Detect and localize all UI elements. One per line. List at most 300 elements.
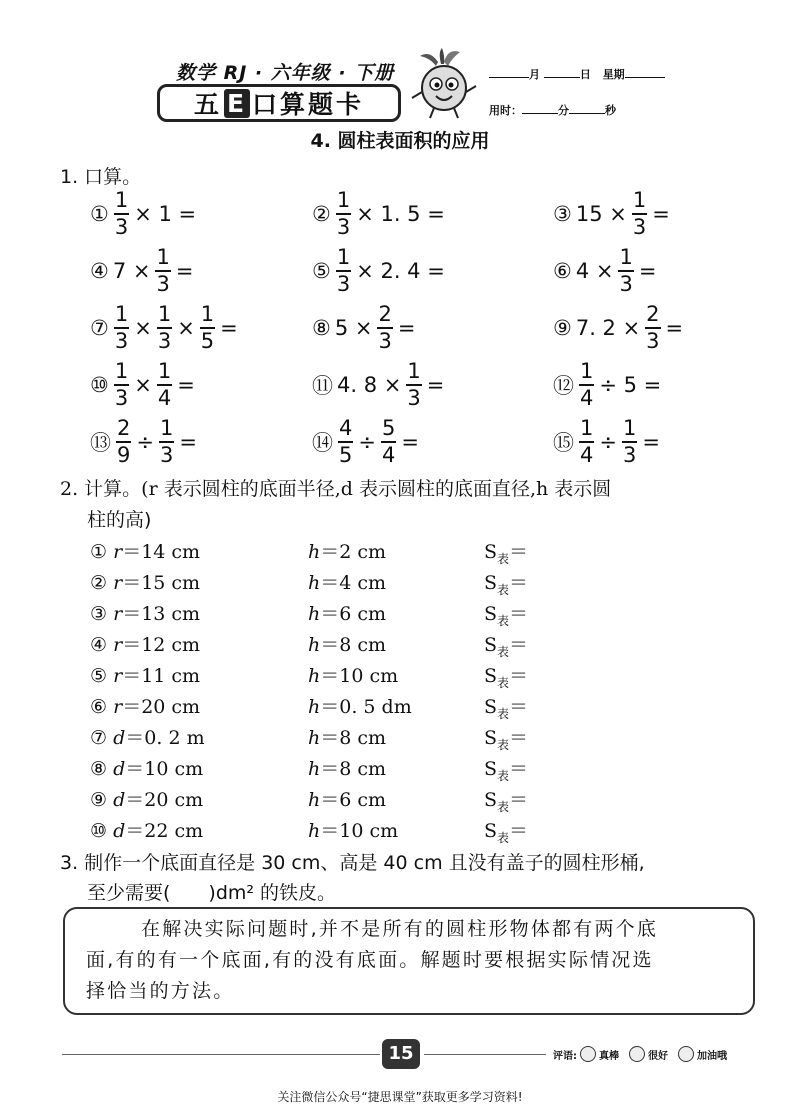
banner-part-3: 口算题卡 bbox=[252, 90, 365, 119]
cheer-face-icon[interactable] bbox=[678, 1046, 694, 1062]
item-number: ① bbox=[90, 202, 109, 226]
equals: ＝ bbox=[125, 758, 145, 780]
fraction bbox=[381, 418, 396, 466]
month-blank[interactable] bbox=[489, 66, 529, 78]
variable-value: 15 cm bbox=[141, 572, 201, 594]
height-value: 6 cm bbox=[339, 603, 387, 625]
q2-surface-1 bbox=[484, 537, 648, 564]
answer-blank[interactable] bbox=[685, 318, 725, 338]
numerator: 1 bbox=[632, 188, 647, 212]
q1-item-14 bbox=[312, 417, 461, 467]
operator-1: ÷ bbox=[599, 430, 617, 454]
q2-height-2 bbox=[308, 568, 386, 595]
variable-value: 13 cm bbox=[141, 603, 201, 625]
equals: ＝ bbox=[122, 572, 142, 594]
item-number: ③ bbox=[553, 202, 572, 226]
q1-item-15 bbox=[553, 417, 702, 467]
surface-symbol: S bbox=[484, 758, 498, 780]
answer-blank[interactable] bbox=[658, 261, 698, 281]
q2-given-4 bbox=[90, 630, 200, 657]
q2-given-3 bbox=[90, 599, 200, 626]
q1-item-6 bbox=[553, 246, 698, 296]
equals: ＝ bbox=[125, 727, 145, 749]
equals: ＝ bbox=[509, 758, 529, 780]
operator-tail: = bbox=[426, 373, 445, 397]
equals: ＝ bbox=[125, 789, 145, 811]
denominator: 9 bbox=[117, 443, 131, 467]
numerator: 1 bbox=[114, 188, 129, 212]
surface-subscript: 表 bbox=[497, 614, 510, 628]
q2-height-4 bbox=[308, 630, 386, 657]
answer-blank[interactable] bbox=[199, 432, 239, 452]
fraction bbox=[579, 418, 594, 466]
denominator: 3 bbox=[114, 386, 129, 410]
equals: ＝ bbox=[509, 789, 529, 811]
denominator: 3 bbox=[336, 272, 351, 296]
surface-subscript: 表 bbox=[497, 552, 510, 566]
row-number: ⑨ bbox=[90, 789, 108, 811]
item-number: ⑦ bbox=[90, 316, 109, 340]
variable: d bbox=[113, 789, 126, 811]
numerator: 1 bbox=[114, 302, 129, 326]
q2-surface-6 bbox=[484, 692, 648, 719]
equals: ＝ bbox=[320, 789, 340, 811]
day-label: 日 bbox=[579, 68, 591, 81]
numerator: 1 bbox=[336, 245, 351, 269]
q2-surface-5 bbox=[484, 661, 648, 688]
operand-prefix: 4. 8 × bbox=[337, 373, 402, 397]
operator-tail: × 2. 4 = bbox=[356, 259, 445, 283]
item-number: ④ bbox=[90, 259, 109, 283]
q2-given-10 bbox=[90, 816, 203, 843]
variable: d bbox=[113, 727, 126, 749]
height-variable: h bbox=[308, 665, 321, 687]
answer-blank[interactable] bbox=[195, 261, 235, 281]
surface-symbol: S bbox=[484, 820, 498, 842]
equals: ＝ bbox=[125, 820, 145, 842]
row-number: ⑤ bbox=[90, 665, 108, 687]
operator-tail: = bbox=[638, 259, 657, 283]
rating-1: 真棒 bbox=[599, 1050, 619, 1062]
q3-line2: 至少需要( )dm² 的铁皮。 bbox=[87, 882, 337, 904]
operator-2: × bbox=[177, 316, 195, 340]
q2-given-5 bbox=[90, 661, 200, 688]
answer-blank[interactable] bbox=[421, 432, 461, 452]
q1-item-3 bbox=[553, 189, 712, 239]
equals: ＝ bbox=[509, 603, 529, 625]
q1-item-7 bbox=[90, 303, 280, 353]
operand-prefix: 4 × bbox=[575, 259, 614, 283]
numerator: 2 bbox=[646, 302, 660, 326]
fraction bbox=[157, 361, 172, 409]
fraction bbox=[632, 190, 647, 238]
denominator: 3 bbox=[114, 329, 129, 353]
variable-value: 20 cm bbox=[144, 789, 204, 811]
q1-item-9 bbox=[553, 303, 725, 353]
numerator: 1 bbox=[580, 416, 594, 440]
q2-surface-8 bbox=[484, 754, 648, 781]
answer-blank[interactable] bbox=[528, 540, 648, 558]
banner-part-1: 五 bbox=[193, 90, 222, 119]
item-number: ⑭ bbox=[312, 431, 333, 455]
fraction bbox=[622, 418, 637, 466]
footer-note: 关注微信公众号“捷思课堂”获取更多学习资料! bbox=[277, 1090, 523, 1104]
operator-1: ÷ bbox=[136, 430, 154, 454]
seconds-label: 秒 bbox=[605, 104, 616, 117]
lesson-title: 4. 圆柱表面积的应用 bbox=[310, 130, 490, 152]
q2-surface-3 bbox=[484, 599, 648, 626]
surface-subscript: 表 bbox=[497, 583, 510, 597]
fraction bbox=[645, 304, 660, 352]
numerator: 1 bbox=[156, 245, 170, 269]
denominator: 3 bbox=[156, 272, 170, 296]
q2-given-9 bbox=[90, 785, 203, 812]
operator-tail: ÷ 5 = bbox=[599, 373, 662, 397]
numerator: 1 bbox=[619, 245, 633, 269]
fraction bbox=[338, 418, 353, 466]
variable-value: 12 cm bbox=[141, 634, 201, 656]
minutes-label: 分 bbox=[558, 104, 569, 117]
equals: ＝ bbox=[320, 727, 340, 749]
numerator: 1 bbox=[200, 302, 215, 326]
answer-blank[interactable] bbox=[240, 318, 280, 338]
tip-line-2: 面,有的有一个底面,有的没有底面。解题时要根据实际情况选 bbox=[86, 949, 654, 971]
item-number: ⑥ bbox=[553, 259, 572, 283]
answer-blank[interactable] bbox=[663, 375, 703, 395]
row-number: ② bbox=[90, 572, 108, 594]
rating-label: 评语: bbox=[553, 1050, 577, 1062]
operator-tail: × 1. 5 = bbox=[356, 202, 445, 226]
surface-subscript: 表 bbox=[497, 769, 510, 783]
q2-height-8 bbox=[308, 754, 386, 781]
variable: d bbox=[113, 820, 126, 842]
answer-blank[interactable] bbox=[446, 375, 486, 395]
tip-line-3: 择恰当的方法。 bbox=[86, 980, 235, 1002]
surface-symbol: S bbox=[484, 665, 498, 687]
height-value: 6 cm bbox=[339, 789, 387, 811]
surface-subscript: 表 bbox=[497, 800, 510, 814]
variable: r bbox=[113, 634, 123, 656]
height-value: 8 cm bbox=[339, 758, 387, 780]
denominator: 3 bbox=[114, 215, 129, 239]
variable: r bbox=[113, 665, 123, 687]
q2-heading-line1: 2. 计算。(r 表示圆柱的底面半径,d 表示圆柱的底面直径,h 表示圆 bbox=[60, 478, 612, 500]
equals: ＝ bbox=[320, 541, 340, 563]
item-number: ② bbox=[312, 202, 331, 226]
q1-item-1 bbox=[90, 189, 238, 239]
fraction bbox=[406, 361, 421, 409]
series-banner bbox=[157, 84, 401, 122]
fraction bbox=[155, 247, 170, 295]
surface-symbol: S bbox=[484, 634, 498, 656]
q2-surface-2 bbox=[484, 568, 648, 595]
surface-symbol: S bbox=[484, 603, 498, 625]
surface-subscript: 表 bbox=[497, 645, 510, 659]
fraction bbox=[114, 304, 129, 352]
variable: r bbox=[113, 572, 123, 594]
denominator: 3 bbox=[157, 329, 172, 353]
rating-row bbox=[553, 1046, 727, 1062]
fraction bbox=[114, 361, 129, 409]
q2-given-1 bbox=[90, 537, 200, 564]
time-label: 用时： bbox=[489, 104, 522, 117]
answer-blank[interactable] bbox=[528, 788, 648, 806]
q1-item-4 bbox=[90, 246, 235, 296]
q1-item-8 bbox=[312, 303, 457, 353]
month-label: 月 bbox=[529, 68, 540, 81]
equals: ＝ bbox=[509, 572, 529, 594]
equals: ＝ bbox=[509, 820, 529, 842]
fraction bbox=[336, 190, 351, 238]
smile-face-icon[interactable] bbox=[629, 1046, 645, 1062]
row-number: ④ bbox=[90, 634, 108, 656]
weekday-label: 星期 bbox=[602, 68, 625, 81]
denominator: 3 bbox=[407, 386, 421, 410]
item-number: ⑪ bbox=[312, 374, 333, 398]
surface-symbol: S bbox=[484, 696, 498, 718]
answer-blank[interactable] bbox=[447, 204, 487, 224]
equals: ＝ bbox=[122, 665, 142, 687]
variable: r bbox=[113, 603, 123, 625]
numerator: 4 bbox=[339, 416, 353, 440]
fraction bbox=[579, 361, 594, 409]
height-value: 8 cm bbox=[339, 634, 387, 656]
item-number: ⑨ bbox=[553, 316, 572, 340]
time-line bbox=[489, 102, 616, 118]
denominator: 3 bbox=[619, 272, 633, 296]
numerator: 1 bbox=[114, 359, 129, 383]
numerator: 2 bbox=[378, 302, 392, 326]
numerator: 1 bbox=[407, 359, 421, 383]
variable: r bbox=[113, 696, 123, 718]
operand-prefix: 7. 2 × bbox=[575, 316, 641, 340]
answer-blank[interactable] bbox=[528, 633, 648, 651]
height-variable: h bbox=[308, 634, 321, 656]
q2-given-2 bbox=[90, 568, 200, 595]
equals: ＝ bbox=[320, 665, 340, 687]
operator-1: × bbox=[134, 373, 152, 397]
row-number: ③ bbox=[90, 603, 108, 625]
equals: ＝ bbox=[320, 634, 340, 656]
fraction bbox=[157, 304, 172, 352]
equals: ＝ bbox=[509, 665, 529, 687]
variable: r bbox=[113, 541, 123, 563]
variable-value: 0. 2 m bbox=[144, 727, 205, 749]
answer-blank[interactable] bbox=[662, 432, 702, 452]
height-variable: h bbox=[308, 541, 321, 563]
denominator: 4 bbox=[157, 386, 172, 410]
row-number: ⑩ bbox=[90, 820, 108, 842]
fraction bbox=[200, 304, 215, 352]
height-variable: h bbox=[308, 603, 321, 625]
surface-subscript: 表 bbox=[497, 831, 510, 845]
operator-tail: = bbox=[397, 316, 416, 340]
answer-blank[interactable] bbox=[528, 757, 648, 775]
numerator: 2 bbox=[117, 416, 131, 440]
q1-item-2 bbox=[312, 189, 487, 239]
fraction bbox=[159, 418, 174, 466]
variable-value: 22 cm bbox=[144, 820, 204, 842]
q2-height-6 bbox=[308, 692, 412, 719]
item-number: ⑧ bbox=[312, 316, 331, 340]
minutes-blank[interactable] bbox=[522, 102, 558, 114]
numerator: 1 bbox=[580, 359, 594, 383]
variable-value: 10 cm bbox=[144, 758, 204, 780]
denominator: 3 bbox=[336, 215, 351, 239]
grin-face-icon[interactable] bbox=[580, 1046, 596, 1062]
q2-height-1 bbox=[308, 537, 386, 564]
q2-surface-4 bbox=[484, 630, 648, 657]
height-value: 10 cm bbox=[339, 820, 399, 842]
equals: ＝ bbox=[320, 572, 340, 594]
operator-tail: = bbox=[652, 202, 670, 226]
mascot-icon bbox=[408, 48, 480, 120]
numerator: 1 bbox=[159, 416, 174, 440]
answer-blank[interactable] bbox=[528, 726, 648, 744]
operator-tail: = bbox=[642, 430, 660, 454]
fraction bbox=[618, 247, 633, 295]
equals: ＝ bbox=[320, 603, 340, 625]
item-number: ⑫ bbox=[553, 374, 574, 398]
surface-subscript: 表 bbox=[497, 676, 510, 690]
operator-tail: = bbox=[177, 373, 195, 397]
equals: ＝ bbox=[320, 696, 340, 718]
answer-blank[interactable] bbox=[417, 318, 457, 338]
q3-line1: 3. 制作一个底面直径是 30 cm、高是 40 cm 且没有盖子的圆柱形桶, bbox=[60, 852, 645, 874]
answer-blank[interactable] bbox=[197, 375, 237, 395]
q1-item-11 bbox=[312, 360, 486, 410]
height-variable: h bbox=[308, 572, 321, 594]
surface-subscript: 表 bbox=[497, 738, 510, 752]
q2-surface-7 bbox=[484, 723, 648, 750]
equals: ＝ bbox=[509, 696, 529, 718]
height-value: 8 cm bbox=[339, 727, 387, 749]
q2-surface-10 bbox=[484, 816, 648, 843]
fraction bbox=[116, 418, 131, 466]
row-number: ⑦ bbox=[90, 727, 108, 749]
denominator: 5 bbox=[200, 329, 215, 353]
denominator: 4 bbox=[580, 443, 594, 467]
footer-rule-right bbox=[424, 1054, 546, 1055]
equals: ＝ bbox=[122, 634, 142, 656]
footer-rule-left bbox=[62, 1054, 380, 1055]
variable: d bbox=[113, 758, 126, 780]
denominator: 3 bbox=[378, 329, 392, 353]
height-value: 2 cm bbox=[339, 541, 387, 563]
operand-prefix: 15 × bbox=[575, 202, 627, 226]
numerator: 1 bbox=[157, 359, 172, 383]
q2-height-9 bbox=[308, 785, 386, 812]
book-subject: 数学 RJ · 六年级 · 下册 bbox=[176, 62, 395, 84]
height-value: 0. 5 dm bbox=[339, 696, 412, 718]
height-variable: h bbox=[308, 758, 321, 780]
operator-tail: = bbox=[401, 430, 419, 454]
answer-blank[interactable] bbox=[672, 204, 712, 224]
answer-blank[interactable] bbox=[528, 819, 648, 837]
rating-2: 很好 bbox=[648, 1050, 668, 1062]
row-number: ⑥ bbox=[90, 696, 108, 718]
banner-part-2: E bbox=[224, 89, 250, 118]
item-number: ⑩ bbox=[90, 373, 109, 397]
q1-item-10 bbox=[90, 360, 237, 410]
q2-height-10 bbox=[308, 816, 398, 843]
surface-symbol: S bbox=[484, 789, 498, 811]
equals: ＝ bbox=[509, 634, 529, 656]
answer-blank[interactable] bbox=[447, 261, 487, 281]
numerator: 1 bbox=[157, 302, 172, 326]
operator-1: ÷ bbox=[358, 430, 376, 454]
row-number: ① bbox=[90, 541, 108, 563]
answer-blank[interactable] bbox=[528, 695, 648, 713]
equals: ＝ bbox=[122, 696, 142, 718]
numerator: 5 bbox=[381, 416, 396, 440]
q1-item-5 bbox=[312, 246, 487, 296]
height-variable: h bbox=[308, 789, 321, 811]
height-value: 4 cm bbox=[339, 572, 387, 594]
q1-heading: 1. 口算。 bbox=[60, 166, 142, 188]
date-line bbox=[489, 66, 665, 82]
tip-line-1: 在解决实际问题时,并不是所有的圆柱形物体都有两个底 bbox=[141, 918, 659, 940]
q2-height-5 bbox=[308, 661, 398, 688]
equals: ＝ bbox=[320, 758, 340, 780]
height-variable: h bbox=[308, 820, 321, 842]
operator-tail: = bbox=[665, 316, 684, 340]
equals: ＝ bbox=[320, 820, 340, 842]
variable-value: 14 cm bbox=[141, 541, 201, 563]
operator-tail: = bbox=[179, 430, 197, 454]
variable-value: 11 cm bbox=[141, 665, 201, 687]
seconds-blank[interactable] bbox=[569, 102, 605, 114]
page-number: 15 bbox=[382, 1039, 420, 1069]
numerator: 1 bbox=[622, 416, 637, 440]
day-blank[interactable] bbox=[544, 66, 580, 78]
q1-item-13 bbox=[90, 417, 239, 467]
surface-symbol: S bbox=[484, 727, 498, 749]
denominator: 3 bbox=[622, 443, 637, 467]
weekday-blank[interactable] bbox=[625, 66, 665, 78]
answer-blank[interactable] bbox=[528, 571, 648, 589]
answer-blank[interactable] bbox=[528, 602, 648, 620]
surface-subscript: 表 bbox=[497, 707, 510, 721]
item-number: ⑤ bbox=[312, 259, 331, 283]
q1-item-12 bbox=[553, 360, 703, 410]
row-number: ⑧ bbox=[90, 758, 108, 780]
height-variable: h bbox=[308, 727, 321, 749]
surface-symbol: S bbox=[484, 541, 498, 563]
equals: ＝ bbox=[122, 603, 142, 625]
q2-given-6 bbox=[90, 692, 200, 719]
denominator: 5 bbox=[339, 443, 353, 467]
variable-value: 20 cm bbox=[141, 696, 201, 718]
q2-heading-line2: 柱的高) bbox=[87, 509, 152, 531]
denominator: 4 bbox=[580, 386, 594, 410]
answer-blank[interactable] bbox=[528, 664, 648, 682]
q2-given-8 bbox=[90, 754, 203, 781]
item-number: ⑮ bbox=[553, 431, 574, 455]
item-number: ⑬ bbox=[90, 431, 111, 455]
operator-tail: = bbox=[175, 259, 194, 283]
surface-symbol: S bbox=[484, 572, 498, 594]
operator-1: × bbox=[134, 316, 152, 340]
denominator: 3 bbox=[646, 329, 660, 353]
answer-blank[interactable] bbox=[198, 204, 238, 224]
q2-given-7 bbox=[90, 723, 205, 750]
operator-tail: = bbox=[220, 316, 238, 340]
denominator: 3 bbox=[632, 215, 647, 239]
operand-prefix: 5 × bbox=[334, 316, 373, 340]
fraction bbox=[377, 304, 392, 352]
fraction bbox=[114, 190, 129, 238]
